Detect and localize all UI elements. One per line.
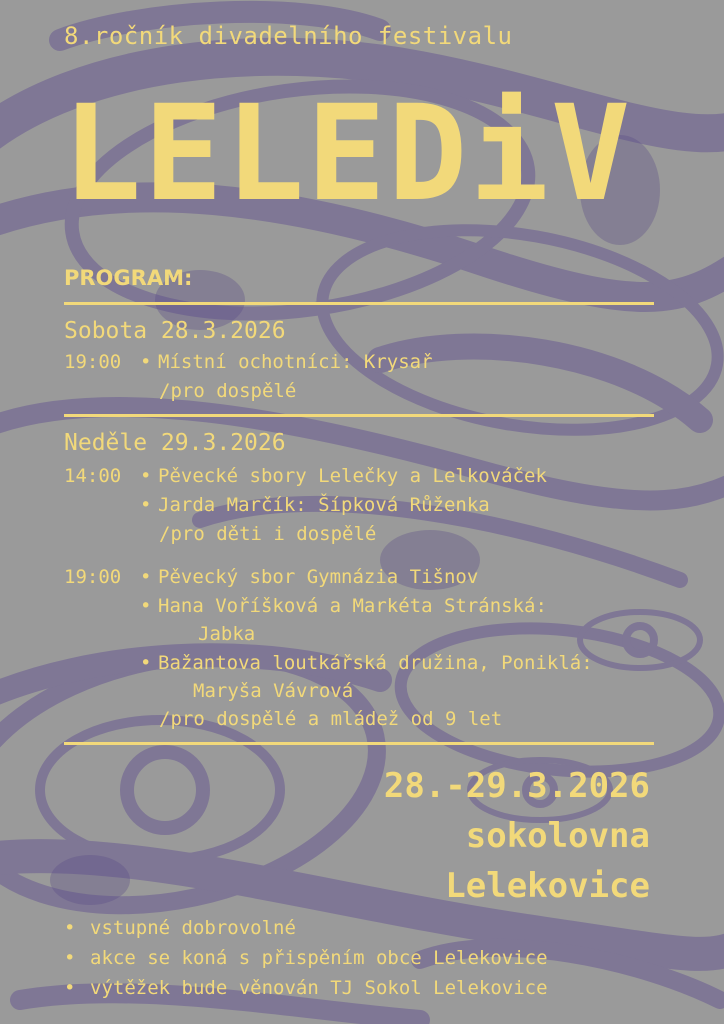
divider <box>64 414 654 417</box>
item-label: Pěvecké sbory Lelečky a Lelkováček <box>158 465 547 487</box>
sunday-time-2: 19:00 <box>64 566 122 588</box>
divider <box>64 302 654 305</box>
event-dates: 28.-29.3.2026 <box>383 766 650 806</box>
item-label: Hana Voříšková a Markéta Stránská: <box>158 595 547 617</box>
footer-label: akce se koná s přispěním obce Lelekovice <box>90 947 548 969</box>
event-venue: sokolovna <box>465 816 650 856</box>
saturday-note: /pro dospělé <box>159 380 297 402</box>
sunday-note-1: /pro děti i dospělé <box>159 523 377 545</box>
festival-title: LELEDiV <box>62 77 633 231</box>
sunday-item <box>140 465 547 487</box>
bullet: • <box>140 566 152 588</box>
footer-item <box>64 977 548 999</box>
bullet: • <box>140 494 152 516</box>
item-label: Místní ochotníci: Krysař <box>158 351 433 373</box>
sunday-item <box>140 494 490 516</box>
divider <box>64 742 654 745</box>
bullet: • <box>140 465 152 487</box>
sunday-item <box>140 652 593 674</box>
bullet: • <box>140 595 152 617</box>
item-label: Pěvecký sbor Gymnázia Tišnov <box>158 566 479 588</box>
sunday-title: Neděle 29.3.2026 <box>64 430 286 456</box>
item-continuation: Maryša Vávrová <box>193 680 354 702</box>
item-label: Jarda Marčík: Šípková Růženka <box>158 494 490 516</box>
item-label: Bažantova loutkářská družina, Poniklá: <box>158 652 593 674</box>
footer-label: vstupné dobrovolné <box>90 917 296 939</box>
program-heading: PROGRAM: <box>64 266 193 290</box>
festival-subtitle: 8.ročník divadelního festivalu <box>64 22 513 50</box>
bullet: • <box>64 917 76 939</box>
bullet: • <box>64 977 76 999</box>
sunday-time-1: 14:00 <box>64 465 122 487</box>
sunday-item <box>140 566 478 588</box>
footer-item <box>64 917 296 939</box>
footer-label: výtěžek bude věnován TJ Sokol Lelekovice <box>90 977 548 999</box>
saturday-item <box>140 351 433 373</box>
bullet: • <box>140 652 152 674</box>
sunday-note-2: /pro dospělé a mládež od 9 let <box>159 708 503 730</box>
item-continuation: Jabka <box>198 623 256 645</box>
footer-item <box>64 947 548 969</box>
bullet: • <box>140 351 152 373</box>
bullet: • <box>64 947 76 969</box>
sunday-item <box>140 595 547 617</box>
event-place: Lelekovice <box>445 866 650 906</box>
saturday-time: 19:00 <box>64 351 122 373</box>
saturday-title: Sobota 28.3.2026 <box>64 318 286 344</box>
